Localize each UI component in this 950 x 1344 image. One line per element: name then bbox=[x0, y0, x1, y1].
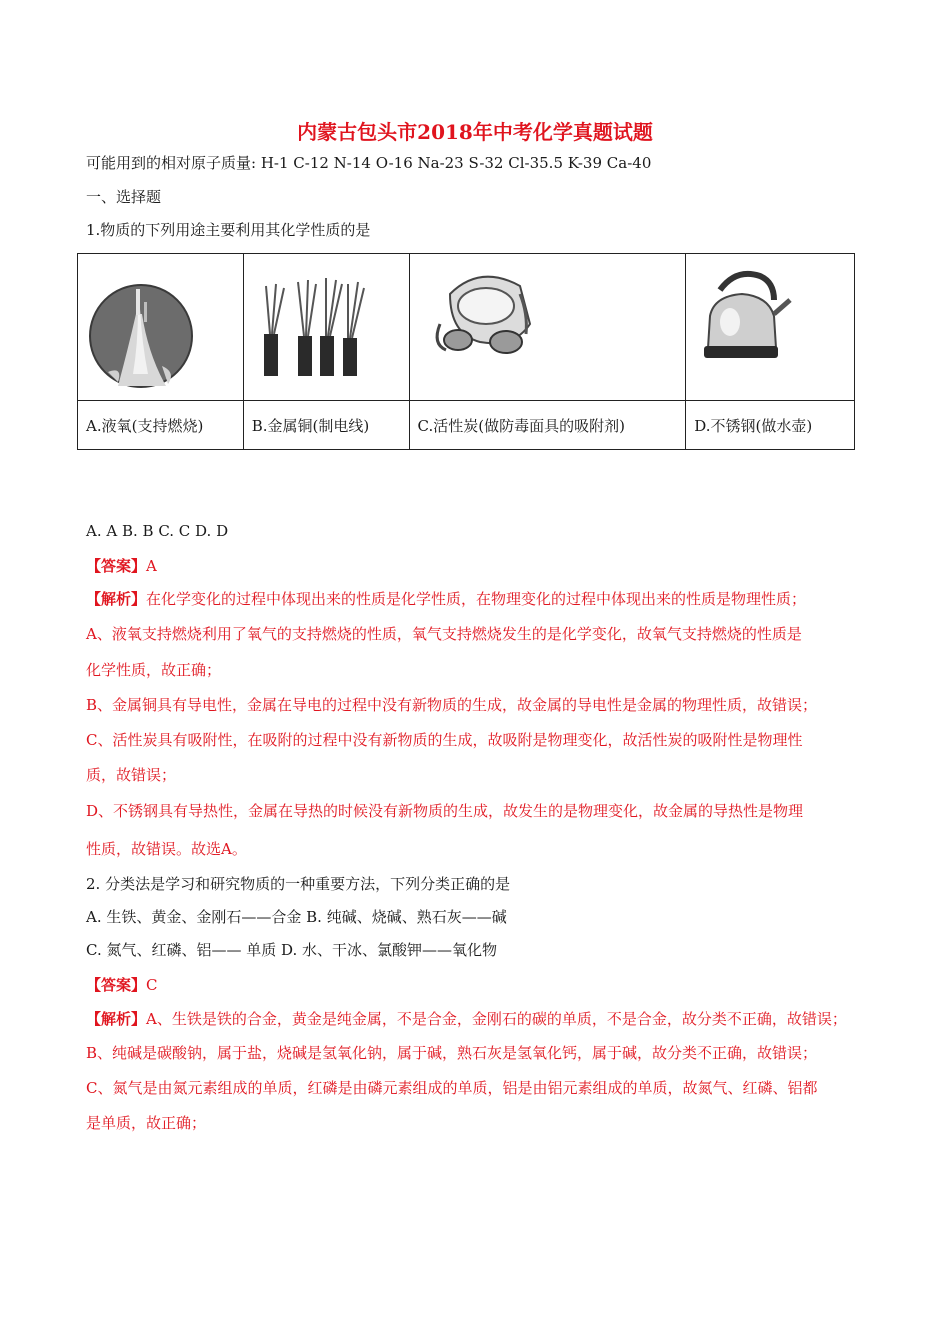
question-2-analysis-line: C、氮气是由氮元素组成的单质，红磷是由磷元素组成的单质，铝是由铝元素组成的单质，故氮气、红磷、铝都 bbox=[86, 1079, 818, 1097]
question-2-answer bbox=[86, 975, 158, 995]
copper-wires-image bbox=[244, 254, 408, 400]
analysis-text: 在化学变化的过程中体现出来的性质是化学性质，在物理变化的过程中体现出来的性质是物理性质； bbox=[146, 590, 807, 608]
question-1-analysis-line: 质，故错误； bbox=[86, 766, 177, 784]
option-c-image-cell bbox=[409, 254, 686, 401]
option-d-caption: D.不锈钢(做水壶) bbox=[686, 401, 855, 450]
question-1-analysis-line: C、活性炭具有吸附性，在吸附的过程中没有新物质的生成，故吸附是物理变化，故活性炭的吸附性是物理性 bbox=[86, 731, 803, 749]
option-b-image-cell bbox=[243, 254, 409, 401]
analysis-label: 【解析】 bbox=[86, 590, 147, 608]
question-2-analysis-line bbox=[86, 1009, 847, 1029]
atomic-masses: 可能用到的相对原子质量: H-1 C-12 N-14 O-16 Na-23 S-32 Cl-35.5 K-39 Ca-40 bbox=[86, 154, 652, 172]
question-1-stem: 1.物质的下列用途主要利用其化学性质的是 bbox=[86, 221, 371, 239]
question-1-analysis-line: B、金属铜具有导电性，金属在导电的过程中没有新物质的生成，故金属的导电性是金属的物理性质，故错误； bbox=[86, 696, 818, 714]
analysis-label: 【解析】 bbox=[86, 1010, 147, 1028]
question-2-options-ab: A. 生铁、黄金、金刚石——合金 B. 纯碱、烧碱、熟石灰——碱 bbox=[86, 908, 507, 926]
rocket-launch-image bbox=[78, 254, 242, 400]
answer-value: C bbox=[146, 976, 158, 994]
question-1-choices: A. A B. B C. C D. D bbox=[86, 522, 229, 540]
option-a-caption: A.液氧(支持燃烧) bbox=[78, 401, 244, 450]
analysis-text: A、生铁是铁的合金，黄金是纯金属，不是合金，金刚石的碳的单质，不是合金，故分类不正确，故错误； bbox=[146, 1010, 847, 1028]
question-1-analysis-line bbox=[86, 589, 806, 609]
answer-label: 【答案】 bbox=[86, 557, 147, 575]
option-d-image-cell bbox=[686, 254, 855, 401]
section-heading: 一、选择题 bbox=[86, 188, 162, 206]
option-c-caption: C.活性炭(做防毒面具的吸附剂) bbox=[409, 401, 686, 450]
question-1-analysis-line: 性质，故错误。故选A。 bbox=[86, 840, 247, 858]
gas-mask-image bbox=[410, 254, 685, 400]
option-a-image-cell bbox=[78, 254, 244, 401]
question-1-analysis-line: A、液氧支持燃烧利用了氧气的支持燃烧的性质，氧气支持燃烧发生的是化学变化，故氧气支持燃烧的性质是 bbox=[86, 625, 802, 643]
kettle-image bbox=[686, 254, 853, 400]
question-1-answer bbox=[86, 556, 157, 576]
document-title: 内蒙古包头市2018年中考化学真题试题 bbox=[297, 120, 653, 144]
question-2-analysis-line: 是单质，故正确； bbox=[86, 1114, 207, 1132]
question-2-analysis-line: B、纯碱是碳酸钠，属于盐，烧碱是氢氧化钠，属于碱，熟石灰是氢氧化钙，属于碱，故分类不正确，故错误； bbox=[86, 1044, 818, 1062]
question-1-analysis-line: D、不锈钢具有导热性，金属在导热的时候没有新物质的生成，故发生的是物理变化，故金属的导热性是物理 bbox=[86, 802, 804, 820]
question-2-stem: 2. 分类法是学习和研究物质的一种重要方法，下列分类正确的是 bbox=[86, 875, 511, 893]
answer-value: A bbox=[146, 557, 157, 575]
option-b-caption: B.金属铜(制电线) bbox=[243, 401, 409, 450]
answer-label: 【答案】 bbox=[86, 976, 147, 994]
question-1-options-table bbox=[77, 253, 855, 450]
question-1-analysis-line: 化学性质，故正确； bbox=[86, 661, 222, 679]
question-2-options-cd: C. 氮气、红磷、铝—— 单质 D. 水、干冰、氯酸钾——氧化物 bbox=[86, 941, 498, 959]
